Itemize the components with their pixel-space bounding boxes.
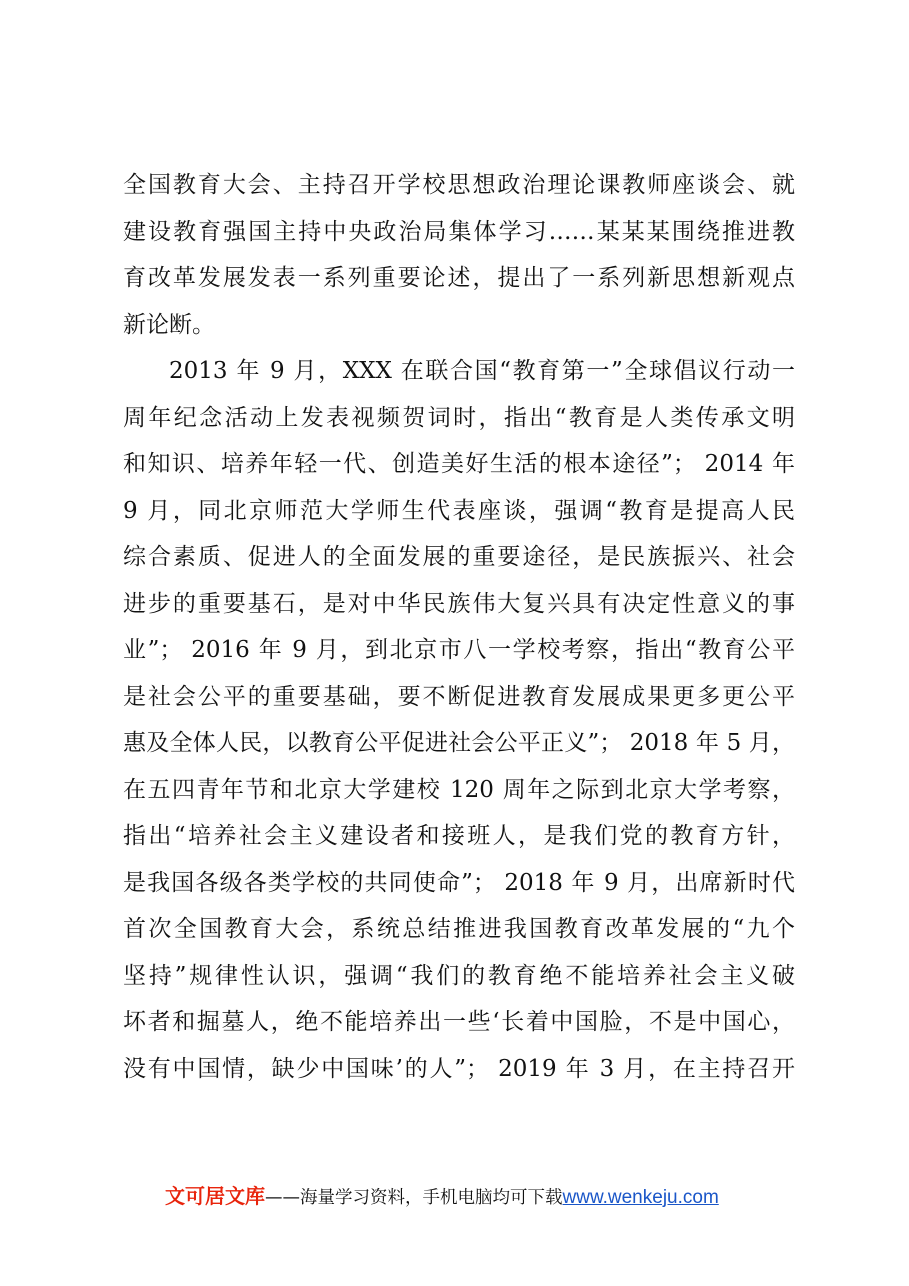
footer-brand: 文可居文库	[165, 1184, 265, 1208]
text-line: 在五四青年节和北京大学建校 120 周年之际到北京大学考察，	[123, 776, 795, 803]
text-line: 是我国各级各类学校的共同使命”； 2018 年 9 月，出席新时代	[123, 869, 795, 896]
paragraph-1	[123, 162, 795, 348]
text-line: 坏者和掘墓人，绝不能培养出一些‘长着中国脸，不是中国心，	[123, 1009, 795, 1035]
text-line: 没有中国情，缺少中国味’的人”； 2019 年 3 月，在主持召开	[123, 1055, 795, 1082]
text-line: 和知识、培养年轻一代、创造美好生活的根本途径”； 2014 年	[123, 451, 795, 477]
document-body	[123, 162, 795, 1092]
text-line: 新论断。	[123, 311, 215, 338]
text-line: 全国教育大会、主持召开学校思想政治理论课教师座谈会、就	[123, 172, 795, 198]
text-line: 2013 年 9 月，XXX 在联合国“教育第一”全球倡议行动一	[169, 358, 795, 384]
text-line: 综合素质、促进人的全面发展的重要途径，是民族振兴、社会	[123, 544, 795, 570]
text-line: 坚持”规律性认识，强调“我们的教育绝不能培养社会主义破	[123, 962, 795, 989]
footer-url-link[interactable]: www.wenkeju.com	[562, 1187, 719, 1208]
text-line: 惠及全体人民，以教育公平促进社会公平正义”； 2018 年 5 月，	[123, 730, 795, 756]
footer-slogan: ——海量学习资料，手机电脑均可下载	[265, 1188, 563, 1208]
footer-banner	[165, 1183, 719, 1209]
text-line: 是社会公平的重要基础，要不断促进教育发展成果更多更公平	[123, 683, 795, 710]
text-line: 建设教育强国主持中央政治局集体学习……某某某围绕推进教	[123, 218, 795, 245]
text-line: 指出“培养社会主义建设者和接班人，是我们党的教育方针，	[123, 823, 795, 849]
text-line: 育改革发展发表一系列重要论述，提出了一系列新思想新观点	[123, 265, 795, 291]
text-line: 业”； 2016 年 9 月，到北京市八一学校考察，指出“教育公平	[123, 637, 795, 663]
text-line: 9 月，同北京师范大学师生代表座谈，强调“教育是提高人民	[123, 497, 795, 524]
text-line: 周年纪念活动上发表视频贺词时，指出“教育是人类传承文明	[123, 404, 795, 431]
paragraph-2	[123, 348, 795, 1092]
text-line: 首次全国教育大会，系统总结推进我国教育改革发展的“九个	[123, 916, 795, 942]
text-line: 进步的重要基石，是对中华民族伟大复兴具有决定性意义的事	[123, 590, 795, 617]
